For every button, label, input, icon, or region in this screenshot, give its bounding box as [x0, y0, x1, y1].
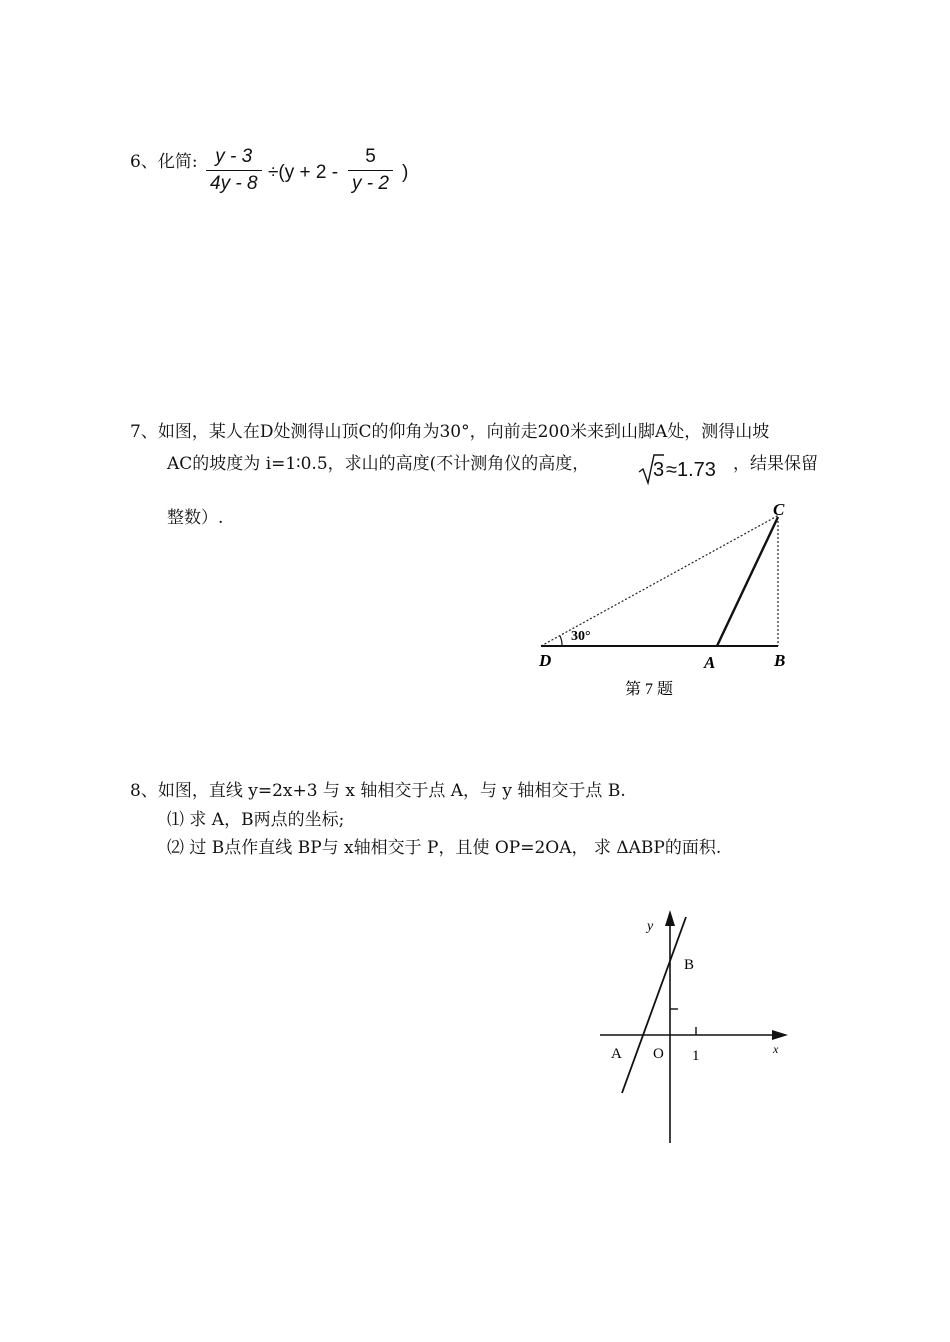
q6-frac1-denominator: 4y - 8: [210, 173, 258, 194]
x-axis-label: x: [773, 1042, 779, 1056]
point-b-label: B: [774, 651, 786, 670]
q6-frac2-denominator: y - 2: [352, 173, 389, 194]
q7-line-2-end: ，结果保留: [733, 454, 818, 474]
line-y-2x-plus-3: [622, 917, 686, 1093]
q7-line-2: AC的坡度为 i=1∶0.5，求山的高度(不计测角仪的高度，: [167, 454, 590, 474]
origin-label: O: [653, 1046, 664, 1062]
q8-coordinate-figure: [590, 905, 800, 1150]
q7-line-1: 7、如图，某人在D处测得山顶C的仰角为30°，向前走200米来到山脚A处，测得山坡: [130, 422, 770, 442]
q6-fraction-2: [348, 146, 393, 195]
q6-label: 6、化简:: [130, 152, 198, 172]
x-tick-label-1: 1: [692, 1048, 700, 1064]
q6-frac2-numerator: 5: [348, 146, 393, 171]
angle-arc-icon: [560, 636, 562, 646]
q6-close-paren: ): [402, 162, 409, 183]
figure-7-caption: 第 7 题: [625, 681, 674, 698]
q8-line-1: 8、如图，直线 y=2x+3 与 x 轴相交于点 A，与 y 轴相交于点 B.: [130, 781, 626, 801]
point-a-label: A: [704, 653, 716, 672]
q7-triangle-figure: [530, 495, 800, 705]
q6-frac1-numerator: y - 3: [206, 146, 262, 171]
q8-part-2: ⑵ 过 B点作直线 BP与 x轴相交于 P，且使 OP=2OA， 求 ΔABP的面积.: [167, 838, 722, 858]
q6-middle-expr: ÷(y + 2 -: [268, 162, 339, 183]
q7-line-3: 整数）.: [167, 508, 224, 528]
q7-sqrt-number: 3: [653, 459, 665, 481]
q7-approx-value: ≈1.73: [666, 459, 716, 481]
angle-label: 30°: [571, 629, 591, 644]
q8-part-1: ⑴ 求 A，B两点的坐标;: [167, 810, 345, 830]
x-axis-arrow-icon: [772, 1030, 788, 1040]
point-b-label: B: [684, 957, 695, 973]
y-axis-arrow-icon: [665, 910, 675, 926]
slope-line-ac: [717, 517, 778, 646]
q6-fraction-1: [206, 146, 262, 195]
y-axis-label: y: [647, 919, 654, 934]
point-d-label: D: [539, 651, 552, 670]
point-a-label: A: [611, 1046, 622, 1062]
sightline-dc: [541, 515, 779, 646]
point-c-label: C: [773, 500, 785, 519]
